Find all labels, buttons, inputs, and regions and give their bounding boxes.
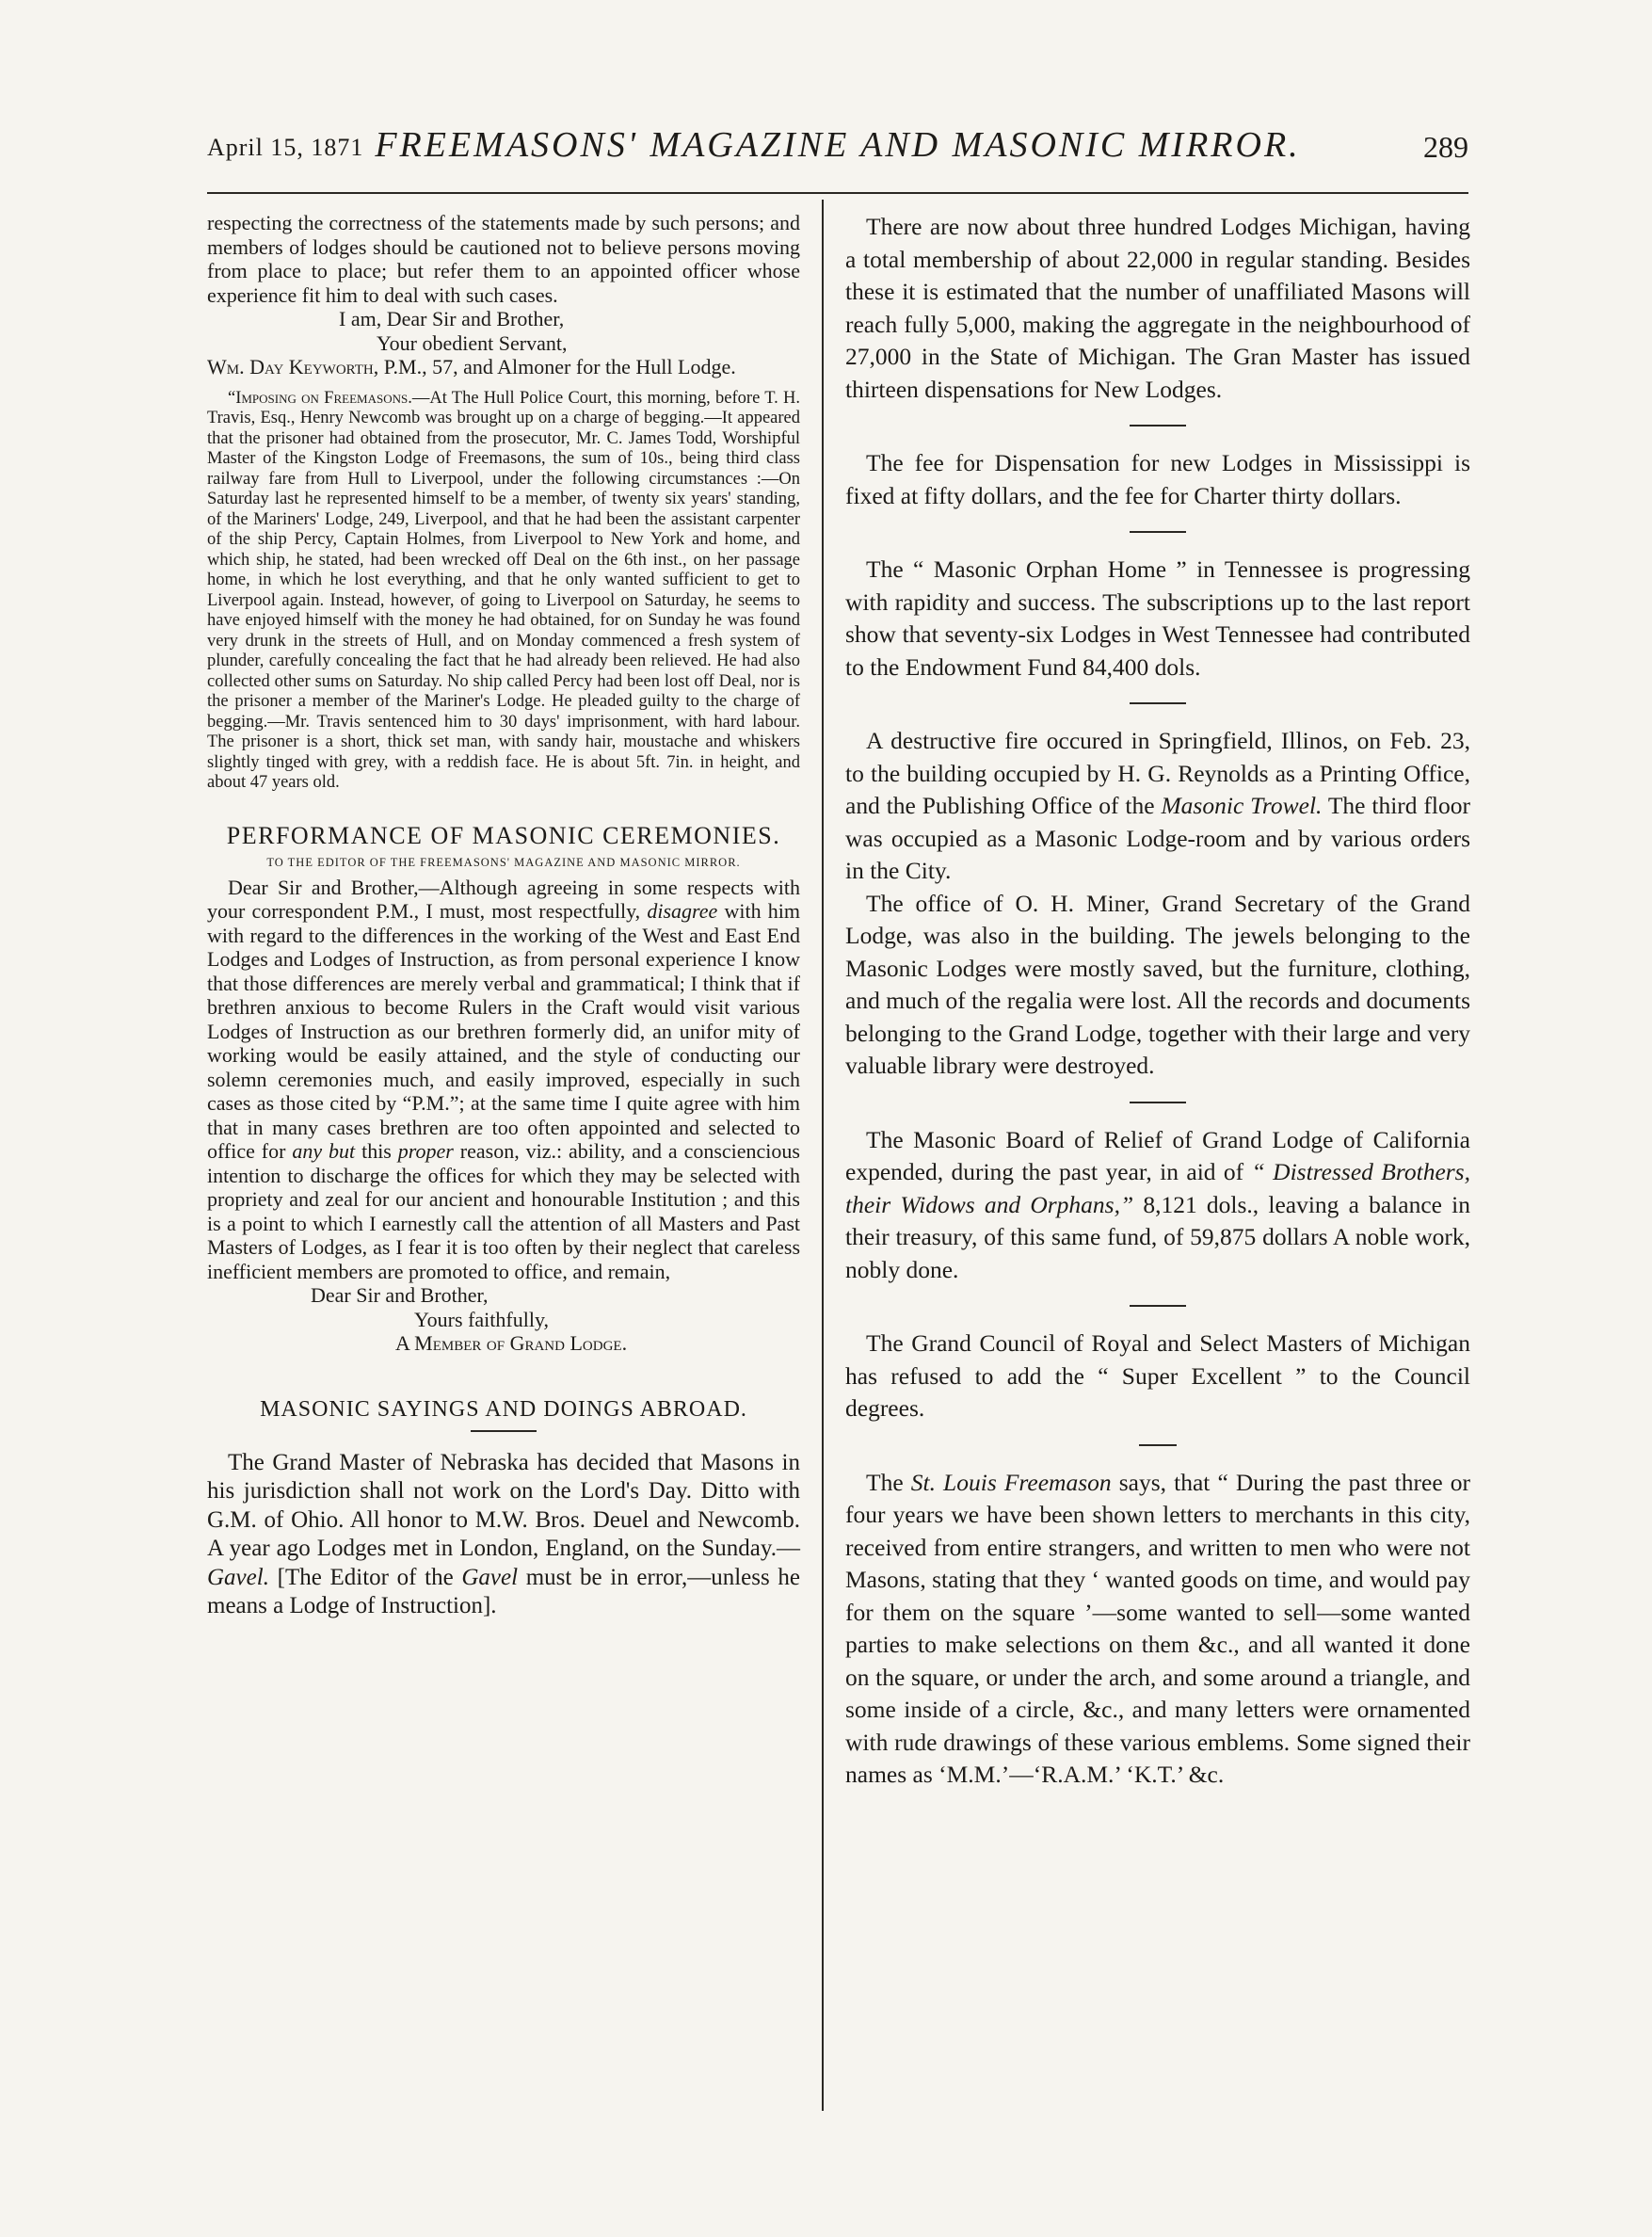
california-relief-paragraph	[845, 1124, 1470, 1287]
springfield-fire-paragraph	[845, 725, 1470, 888]
st-louis-text: The	[866, 1468, 911, 1496]
closing-servant: Your obedient Servant,	[377, 330, 568, 355]
relief-text: 8,121 dols., leaving a balance in their treasury, of this same fund, of 59,875 dollars A noble work, nobly done.	[845, 1190, 1470, 1283]
signature	[207, 355, 800, 379]
letter-emphasis: any but	[292, 1139, 356, 1163]
fire-text: A destructive fire occured in Springfield, Illinos, on Feb. 23, to the building occupied by H. G. Reynolds as a Printing Office, and the Publishing Office of the	[845, 727, 1470, 819]
page-header	[207, 124, 1468, 181]
mississippi-fee-paragraph: The fee for Dispensation for new Lodges in Mississippi is fixed at fifty dollars, and the fee for Charter thirty dollars.	[845, 449, 1470, 509]
magazine-title: FREEMASONS' MAGAZINE AND MASONIC MIRROR.	[375, 125, 1301, 165]
ceremonies-salutation: Dear Sir and Brother,	[311, 1283, 489, 1307]
news-report-body: —At The Hull Police Court, this morning, before T. H. Travis, Esq., Henry Newcomb was brought up on a charge of begging.—It appeared that the prisoner had obtained from the prosecutor, Mr. C. James Todd, Worshipful Master of the Kingston Lodge of Freemasons, the sum of 10s., being third class railway fare from Hull to Liverpool, under the following circumstances :—On Saturday last he represented himself to be a member, of twenty six years' standing, of the Mariners' Lodge, 249, Liverpool, and that he had been the assistant carpenter of the ship Percy, Captain Holmes, from Liverpool to New York and home, and which ship, he stated, had been wrecked off Deal on the 6th inst., on her passage home, in which he lost everything, and that he only wanted sufficient to get to Liverpool again. Instead, however, of going to Liverpool on Saturday, he seems to have enjoyed himself with the money he had obtained, for on Sunday he was found very drunk in the streets of Hull, and on Monday commenced a fresh system of plunder, carefully concealing the fact that he had already been relieved. He had also collected other sums on Saturday. No ship called Percy had been lost off Deal, nor is the prisoner a member of the Mariner's Lodge. He pleaded guilty to the charge of begging.—Mr. Travis sentenced him to 30 days' imprisonment, with hard labour. The prisoner is a short, thick set man, with sandy hair, moustache and whiskers slightly tinged with grey, with a reddish face. He is about 5ft. 7in. in height, and about 47 years old.	[207, 388, 800, 792]
letter-text: this	[355, 1139, 398, 1163]
st-louis-text: says, that “ During the past three or four years we have been shown letters to merchants in this city, received from entire strangers, and written to men who were not Masons, stating that they ‘ wanted goods on time, and would pay for them on the square ’—some wanted to sell—some wanted parties to make selections on them &c., and all wanted it done on the square, or under the arch, and some around a triangle, and some inside of a circle, &c., and many letters were ornamented with rude drawings of these various emblems. Some signed their names as ‘M.M.’—‘R.A.M.’ ‘K.T.’ &c.	[845, 1468, 1470, 1788]
abroad-emphasis: Gavel	[461, 1564, 519, 1590]
orphan-home-paragraph: The “ Masonic Orphan Home ” in Tennessee is progressing with rapidity and success. The subscriptions up to the last report show that seventy-six Lodges in West Tennessee had contributed to the Endowment Fund 84,400 dols.	[845, 555, 1470, 681]
right-column	[845, 211, 1470, 1792]
relief-text: The Masonic Board of Relief of Grand Lodge of California expended, during the past year, in aid of	[845, 1125, 1470, 1185]
signature-title: P.M., 57, and Almoner for the Hull Lodge.	[378, 355, 736, 378]
abroad-text: The Grand Master of Nebraska has decided that Masons in his jurisdiction shall not work on the Lord's Day. Ditto with G.M. of Ohio. All honor to M.W. Bros. Deuel and Newcomb. A year ago Lodges met in London, England, on the Sunday.—	[207, 1449, 800, 1561]
section-rule	[1139, 1444, 1177, 1446]
ceremonies-letter	[207, 876, 800, 1284]
issue-date: April 15, 1871	[207, 134, 364, 161]
st-louis-emphasis: St. Louis Freemason	[910, 1468, 1112, 1496]
header-rule	[207, 192, 1468, 194]
left-column	[207, 211, 800, 1621]
section-subheading-ceremonies: TO THE EDITOR OF THE FREEMASONS' MAGAZINE AND MASONIC MIRROR.	[266, 855, 741, 869]
closing-salutation: I am, Dear Sir and Brother,	[339, 307, 565, 330]
section-rule	[1130, 1305, 1186, 1307]
abroad-emphasis: Gavel.	[207, 1564, 269, 1590]
section-rule	[471, 1430, 537, 1432]
grand-secretary-paragraph: The office of O. H. Miner, Grand Secretary of the Grand Lodge, was also in the building. The jewels belonging to the Masonic Lodges were mostly saved, but the furniture, clothing, and much of the regalia were lost. All the records and documents belonging to the Grand Lodge, together with their large and very valuable library were destroyed.	[845, 889, 1470, 1079]
signature-name: Wm. Day Keyworth,	[207, 355, 379, 378]
section-rule	[1130, 1102, 1186, 1103]
section-rule	[1130, 702, 1186, 704]
letter-emphasis: disagree	[647, 899, 718, 923]
relief-emphasis: “ Distressed Brothers, their Widows and Orphans,”	[845, 1158, 1470, 1218]
news-report	[207, 389, 800, 794]
ceremonies-signature: A Member of Grand Lodge.	[395, 1331, 628, 1355]
abroad-paragraph	[207, 1449, 800, 1621]
ceremonies-faithfully: Yours faithfully,	[414, 1307, 550, 1331]
st-louis-paragraph	[845, 1467, 1470, 1792]
fire-text: The third floor was occupied as a Masonic Lodge-room and by various orders in the City.	[845, 792, 1470, 884]
section-rule	[1130, 425, 1186, 426]
page-number: 289	[1423, 130, 1468, 164]
letter-continuation: respecting the correctness of the statements made by such persons; and members of lodges should be cautioned not to believe persons moving from place to place; but refer them to an appointed officer whose experience fit him to deal with such cases.	[207, 211, 800, 307]
news-report-lead: “Imposing on Freemasons.	[228, 388, 412, 408]
abroad-text: must be in error,—unless he means a Lodge of Instruction].	[207, 1564, 800, 1618]
letter-text: with him with regard to the differences in the working of the West and East End Lodges and Lodges of Instruction, as from personal experience I know that those differences are merely verbal and grammatical; I think that if brethren anxious to become Rulers in the Craft would visit various Lodges of Instruction as our brethren formerly did, an unifor mity of working would be easily attained, and the style of conducting our solemn ceremonies much, and easily improved, especially in such cases as those cited by “P.M.”; at the same time I quite agree with him that in many cases brethren are too often appointed and selected to office for	[207, 899, 801, 1163]
letter-text: reason, viz.: ability, and a consciencious intention to discharge the offices for which they may be selected with propriety and zeal for our ancient and honourable Institution ; and this is a point to which I earnestly call the attention of all Masters and Past Masters of Lodges, as I fear it is too often by their neglect that careless inefficient members are promoted to office, and remain,	[207, 1139, 800, 1283]
grand-council-paragraph: The Grand Council of Royal and Select Masters of Michigan has refused to add the “ Super Excellent ” to the Council degrees.	[845, 1329, 1470, 1422]
michigan-lodges-paragraph: There are now about three hundred Lodges Michigan, having a total membership of about 22,000 in regular standing. Besides these it is estimated that the number of unaffiliated Masons will reach fully 5,000, making the aggregate in the neighbourhood of 27,000 in the State of Michigan. The Gran Master has issued thirteen dispensations for New Lodges.	[845, 213, 1470, 403]
section-heading-abroad: MASONIC SAYINGS AND DOINGS ABROAD.	[260, 1396, 747, 1422]
letter-text: Dear Sir and Brother,—Although agreeing in some respects with your correspondent P.M., I must, most respectfully,	[207, 875, 800, 923]
section-heading-ceremonies: PERFORMANCE OF MASONIC CEREMONIES.	[226, 821, 781, 849]
section-rule	[1130, 531, 1186, 533]
letter-emphasis: proper	[397, 1139, 454, 1163]
column-divider	[822, 200, 824, 2111]
abroad-text: [The Editor of the	[268, 1564, 462, 1590]
fire-emphasis: Masonic Trowel.	[1161, 792, 1323, 819]
